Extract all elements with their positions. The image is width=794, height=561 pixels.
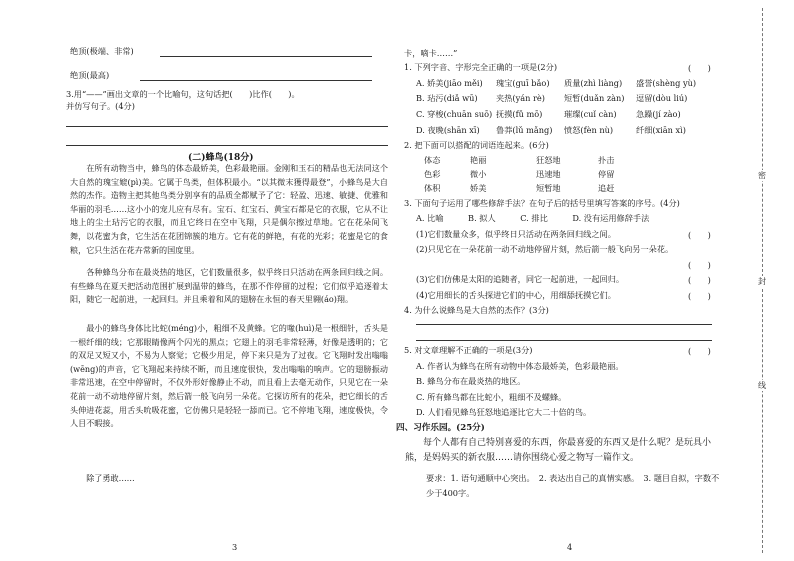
q3-bracket-2[interactable]: ( )	[688, 260, 711, 270]
q2-mid-3[interactable]: 娇美	[470, 183, 487, 193]
q2-right-3[interactable]: 追赶	[598, 183, 615, 193]
answer-line[interactable]	[160, 56, 372, 57]
composition-prompt: 每个人都有自己特别喜爱的东西，你最喜爱的东西又是什么呢？是玩具小熊，是妈妈买的新衣服……请你围绕心爱之物写一篇作文。	[405, 438, 712, 463]
q1-d-3: 愤怒(fèn nù)	[564, 125, 614, 135]
passage-para-4: 除了勇敢……	[86, 473, 135, 483]
q3-options: A. 比喻 B. 拟人 C. 排比 D. 没有运用修辞手法	[416, 213, 650, 223]
q5-item-c: C. 所有蜂鸟都在比蛇小，粗细不及螺蜂。	[416, 392, 567, 402]
q3-item-1: (1)它们数量众多，似乎终日只活动在两条回归线之间。	[416, 229, 616, 239]
q1-a-4: 盛誉(shèng yù)	[636, 78, 697, 88]
composition-requirements: 要求：1. 语句通顺中心突出。 2. 表达出自己的真情实感。 3. 题目自拟，字数不少于400字。	[426, 473, 720, 498]
q1-c-3: 璀璨(cuǐ càn)	[564, 109, 617, 119]
q5-item-d: D. 人们看见蜂鸟狂怒地追逐比它大二十倍的鸟。	[416, 407, 592, 417]
q2-mid2-3[interactable]: 短暂地	[536, 183, 561, 193]
q2-right-1[interactable]: 扑击	[598, 155, 615, 165]
section-title: (二)蜂鸟(18分)	[188, 153, 254, 163]
margin-label-bot: 线	[758, 381, 766, 390]
q3-item-3: (3)它们仿佛是太阳的追随者，同它一起前进，一起回归。	[416, 274, 625, 284]
passage-para-1: 在所有动物当中，蜂鸟的体态最娇美，色彩最艳丽。金刚和玉石的精品也无法同这个大自然的瑰宝媲(pì)美。它属于鸟类，但体积最小。“以其微末獲得最登”，小蜂鸟是大自然的杰作。造物主把其他鸟类分别享有的品质全都赋予了它：轻盈、迅速、敏捷、优雅和华丽的羽毛……这小小的宠儿应有尽有。宝石、红宝石、黄宝石都是它的衣服，它从不让地上的尘土玷污它的衣服，而且它终日在空中飞翔，只是偶尔擦过草地。它在花朵间飞舞，以花蜜为食，它生活在花团锦簇的地方。它有花的鲜艳，有花的光彩；花蜜是它的食粮，它只生活在花卉常新的国度里。	[70, 163, 388, 255]
q1-b-1: B. 玷污(diǎ wū)	[416, 93, 478, 103]
margin-label-top: 密	[758, 171, 766, 180]
q3-bracket-4[interactable]: ( )	[688, 291, 711, 301]
q3-item-4: (4)它用细长的舌头探进它们的中心，用细舔抚摸它们。	[416, 290, 616, 300]
q2-mid2-2[interactable]: 迅速地	[536, 169, 561, 179]
q3-text: 3.用“——”画出文章的一个比喻句，这句话把( )比作( )。	[66, 89, 300, 99]
q3-item-2: (2)只见它在一朵花前一动不动地停留片刻，然后箭一般飞向另一朵花。	[416, 244, 674, 254]
q2-mid-1[interactable]: 艳丽	[470, 155, 487, 165]
q2-mid-2[interactable]: 微小	[470, 169, 487, 179]
q1-a-3: 质量(zhì liàng)	[564, 78, 623, 88]
q1-d-2: 鲁莽(lǔ mǎng)	[496, 125, 553, 135]
page-number-right: 4	[567, 542, 573, 552]
q4-stem: 4. 为什么说蜂鸟是大自然的杰作？(3分)	[404, 305, 549, 315]
q1-b-4: 逗留(dòu liú)	[636, 93, 688, 103]
q1-c-4: 急躁(jí zào)	[636, 109, 681, 119]
answer-line[interactable]	[140, 80, 372, 81]
q2-mid2-1[interactable]: 狂怒地	[536, 155, 561, 165]
q1-b-2: 夹热(yán rè)	[496, 93, 545, 103]
page-number-left: 3	[232, 542, 238, 552]
answer-line[interactable]	[66, 126, 388, 127]
q1-a-2: 瑰宝(guī bǎo)	[496, 78, 550, 88]
q2-stem: 2. 把下面可以搭配的词语连起来。(6分)	[404, 140, 549, 150]
q2-left-3[interactable]: 体积	[424, 183, 441, 193]
q1-d-4: 纤细(xiān xì)	[636, 125, 686, 135]
q3-bracket-1[interactable]: ( )	[688, 230, 711, 240]
passage-para-3: 最小的蜂鸟身体比比蛇(méng)小，粗细不及黄蜂。它的喙(huì)是一根细针，舌头是一根纤细的线；它那眼睛像两个闪光的黑点；它翅上的羽毛非常轻薄，好像是透明的；它的双足又短又小，不易为人察觉；它极少用足，停下来只是为了过夜。它飞翔时发出嗡嗡(wēng)的声音，它飞翔起来持续不断，而且速度很快，发出嗡嗡的响声。它的翅膀振动非常迅速，在空中停留时，不仅外形好像静止不动，而且看上去毫无动作，只见它在一朵花前一动不动地停留片刻，然后箭一般飞向另一朵花。它探访所有的花朵，把它细长的舌头伸进花蕊，用舌头吮吸花蜜，它仿佛只是轻轻一舔而已。它不停地飞翔，速度极快，令人目不暇接。	[70, 323, 388, 429]
q1-c-1: C. 穿梭(chuān suō)	[416, 109, 493, 119]
q2-left-1[interactable]: 体态	[424, 155, 441, 165]
extreme-label: 绝顶(极端、非常)	[70, 46, 134, 56]
margin-label-mid: 封	[758, 277, 766, 286]
answer-line[interactable]	[416, 340, 712, 341]
q3-imitate: 并仿写句子。(4分)	[66, 101, 135, 111]
peak-label: 绝顶(最高)	[70, 70, 110, 80]
right-top-text: 卡，嘀卡……”	[404, 48, 458, 58]
answer-line[interactable]	[416, 324, 712, 325]
q1-b-3: 短暂(duǎn zàn)	[564, 93, 625, 103]
answer-line[interactable]	[66, 145, 388, 146]
q5-item-b: B. 蜂鸟分布在最炎热的地区。	[416, 376, 526, 386]
q2-left-2[interactable]: 色彩	[424, 169, 441, 179]
q1-stem: 1. 下列字音、字形完全正确的一项是(2分)	[404, 62, 558, 72]
q1-c-2: 抚摸(fǔ mō)	[496, 109, 543, 119]
q1-answer-bracket[interactable]: ( )	[688, 63, 711, 73]
q5-stem: 5. 对文章理解不正确的一项是(3分)	[404, 345, 533, 355]
q3-bracket-3[interactable]: ( )	[688, 275, 711, 285]
q2-right-2[interactable]: 停留	[598, 169, 615, 179]
q1-a-1: A. 娇美(jiāo měi)	[416, 78, 483, 88]
q3-stem-right: 3. 下面句子运用了哪些修辞手法？在句子后的括号里填写答案的序号。(4分)	[404, 198, 680, 208]
q5-item-a: A. 作者认为蜂鸟在所有动物中体态最娇美，色彩最艳丽。	[416, 361, 624, 371]
q1-d-1: D. 夜晚(shān xī)	[416, 125, 480, 135]
passage-para-2: 各种蜂鸟分布在最炎热的地区，它们数量很多，似乎终日只活动在两条回归线之间。有些蜂鸟在夏天把活动范围扩展到温带的蜂鸟，在那不作停留的过程；它们似乎追逐着太阳，随它一起前进，一起回归。并且乘着和风的翅膀在永恒的春天里翱(áo)翔。	[70, 267, 388, 305]
section4-title: 四、习作乐园。(25分)	[396, 423, 485, 433]
q5-answer-bracket[interactable]: ( )	[688, 346, 711, 356]
